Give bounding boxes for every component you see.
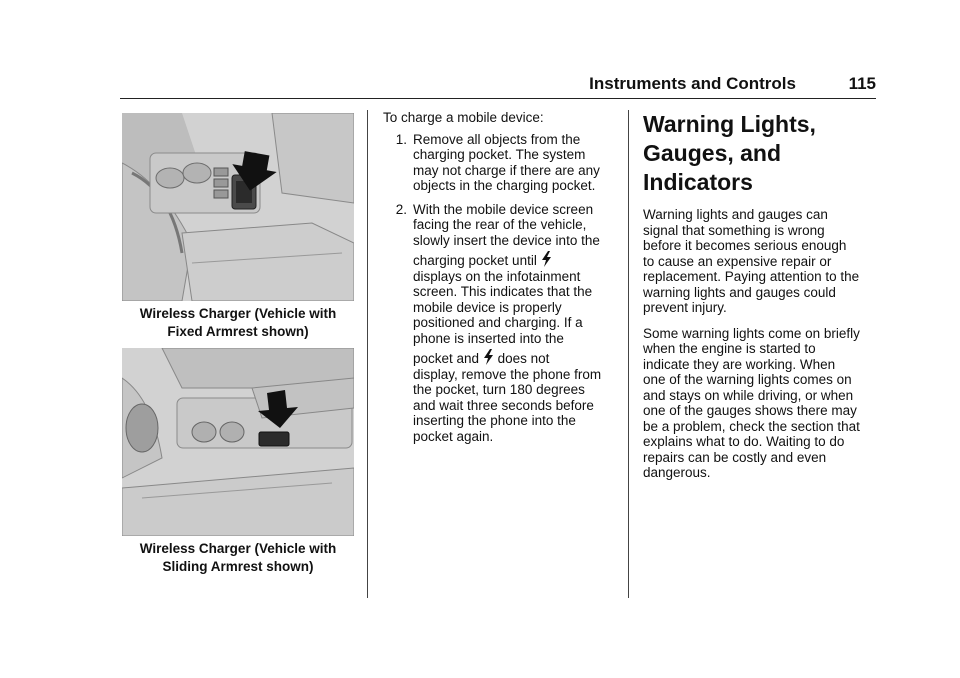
console-illustration xyxy=(122,113,354,301)
column-divider xyxy=(367,110,368,598)
text-line: prevent injury. xyxy=(643,300,727,315)
step-line: display, remove the phone from xyxy=(413,366,602,382)
text-line: one of the warning lights comes on xyxy=(643,372,852,387)
step-number: 1. xyxy=(395,131,407,147)
lightning-bolt-icon xyxy=(483,349,494,365)
figure-fixed-armrest xyxy=(122,113,354,301)
step-line: displays on the infotainment xyxy=(413,268,581,284)
step-line: may not charge if there are any xyxy=(413,162,600,178)
step-line: mobile device is properly xyxy=(413,299,562,315)
console-illustration xyxy=(122,348,354,536)
text-line: and stays on while driving, or when xyxy=(643,387,854,403)
caption-line: Sliding Armrest shown) xyxy=(162,559,314,574)
step-line: and wait three seconds before xyxy=(413,397,594,413)
caption-line: Wireless Charger (Vehicle with xyxy=(139,541,337,556)
page-header xyxy=(120,74,876,100)
step-line-with-icon xyxy=(413,251,618,269)
intro-text: To charge a mobile device: xyxy=(383,110,544,125)
text-line: repairs can be costly and even xyxy=(643,449,827,465)
paragraph xyxy=(643,326,878,481)
text-line: when the engine is started to xyxy=(643,341,816,356)
caption-line: Wireless Charger (Vehicle with xyxy=(139,306,337,321)
step-line: phone is inserted into the xyxy=(413,330,564,346)
section-heading xyxy=(643,110,878,197)
heading-line: Warning Lights, xyxy=(643,111,816,137)
text-line: one of the gauges shows there may xyxy=(643,403,857,418)
step-line: With the mobile device screen xyxy=(413,201,594,217)
heading-line: Gauges, and xyxy=(643,140,782,166)
text-line: dangerous. xyxy=(643,465,711,480)
caption-line: Fixed Armrest shown) xyxy=(167,324,309,339)
page-number: 115 xyxy=(848,74,876,93)
step-line: the pocket, turn 180 degrees xyxy=(413,382,585,397)
text-line: before it becomes serious enough xyxy=(643,238,847,253)
figure-caption xyxy=(122,305,354,341)
figure-caption xyxy=(122,540,354,576)
figure-sliding-armrest xyxy=(122,348,354,536)
step-item xyxy=(383,132,618,194)
header-rule xyxy=(120,98,876,99)
section-title: Instruments and Controls xyxy=(589,74,796,93)
lightning-bolt-icon xyxy=(541,251,552,267)
paragraph xyxy=(643,207,878,316)
step-line-with-icon xyxy=(413,349,618,367)
step-line: screen. This indicates that the xyxy=(413,284,593,299)
step-line: objects in the charging pocket. xyxy=(413,178,596,193)
charging-instructions xyxy=(383,110,618,452)
step-line: facing the rear of the vehicle, xyxy=(413,217,587,232)
steps-list xyxy=(383,132,618,445)
step-line: Remove all objects from the xyxy=(413,131,581,147)
step-line: positioned and charging. If a xyxy=(413,315,583,330)
text-line: be a problem, check the section that xyxy=(643,418,860,434)
text-line: to cause an expensive repair or xyxy=(643,253,832,269)
text-line: signal that something is wrong xyxy=(643,222,825,238)
text-line: Warning lights and gauges can xyxy=(643,207,828,222)
text-line: explains what to do. Waiting to do xyxy=(643,434,845,449)
step-text: pocket and xyxy=(413,351,480,366)
text-line: Some warning lights come on briefly xyxy=(643,325,860,341)
step-line: pocket again. xyxy=(413,428,494,444)
heading-line: Indicators xyxy=(643,169,753,195)
step-item xyxy=(383,202,618,445)
text-line: replacement. Paying attention to the xyxy=(643,269,860,284)
column-divider xyxy=(628,110,629,598)
warning-lights-section xyxy=(643,110,878,491)
step-text: does not xyxy=(497,351,550,366)
step-line: charging pocket. The system xyxy=(413,147,586,162)
step-line: inserting the phone into the xyxy=(413,413,576,428)
step-number: 2. xyxy=(395,201,407,217)
step-text: charging pocket until xyxy=(413,253,537,268)
text-line: warning lights and gauges could xyxy=(643,284,836,300)
step-line: slowly insert the device into the xyxy=(413,232,600,248)
text-line: indicate they are working. When xyxy=(643,356,836,372)
